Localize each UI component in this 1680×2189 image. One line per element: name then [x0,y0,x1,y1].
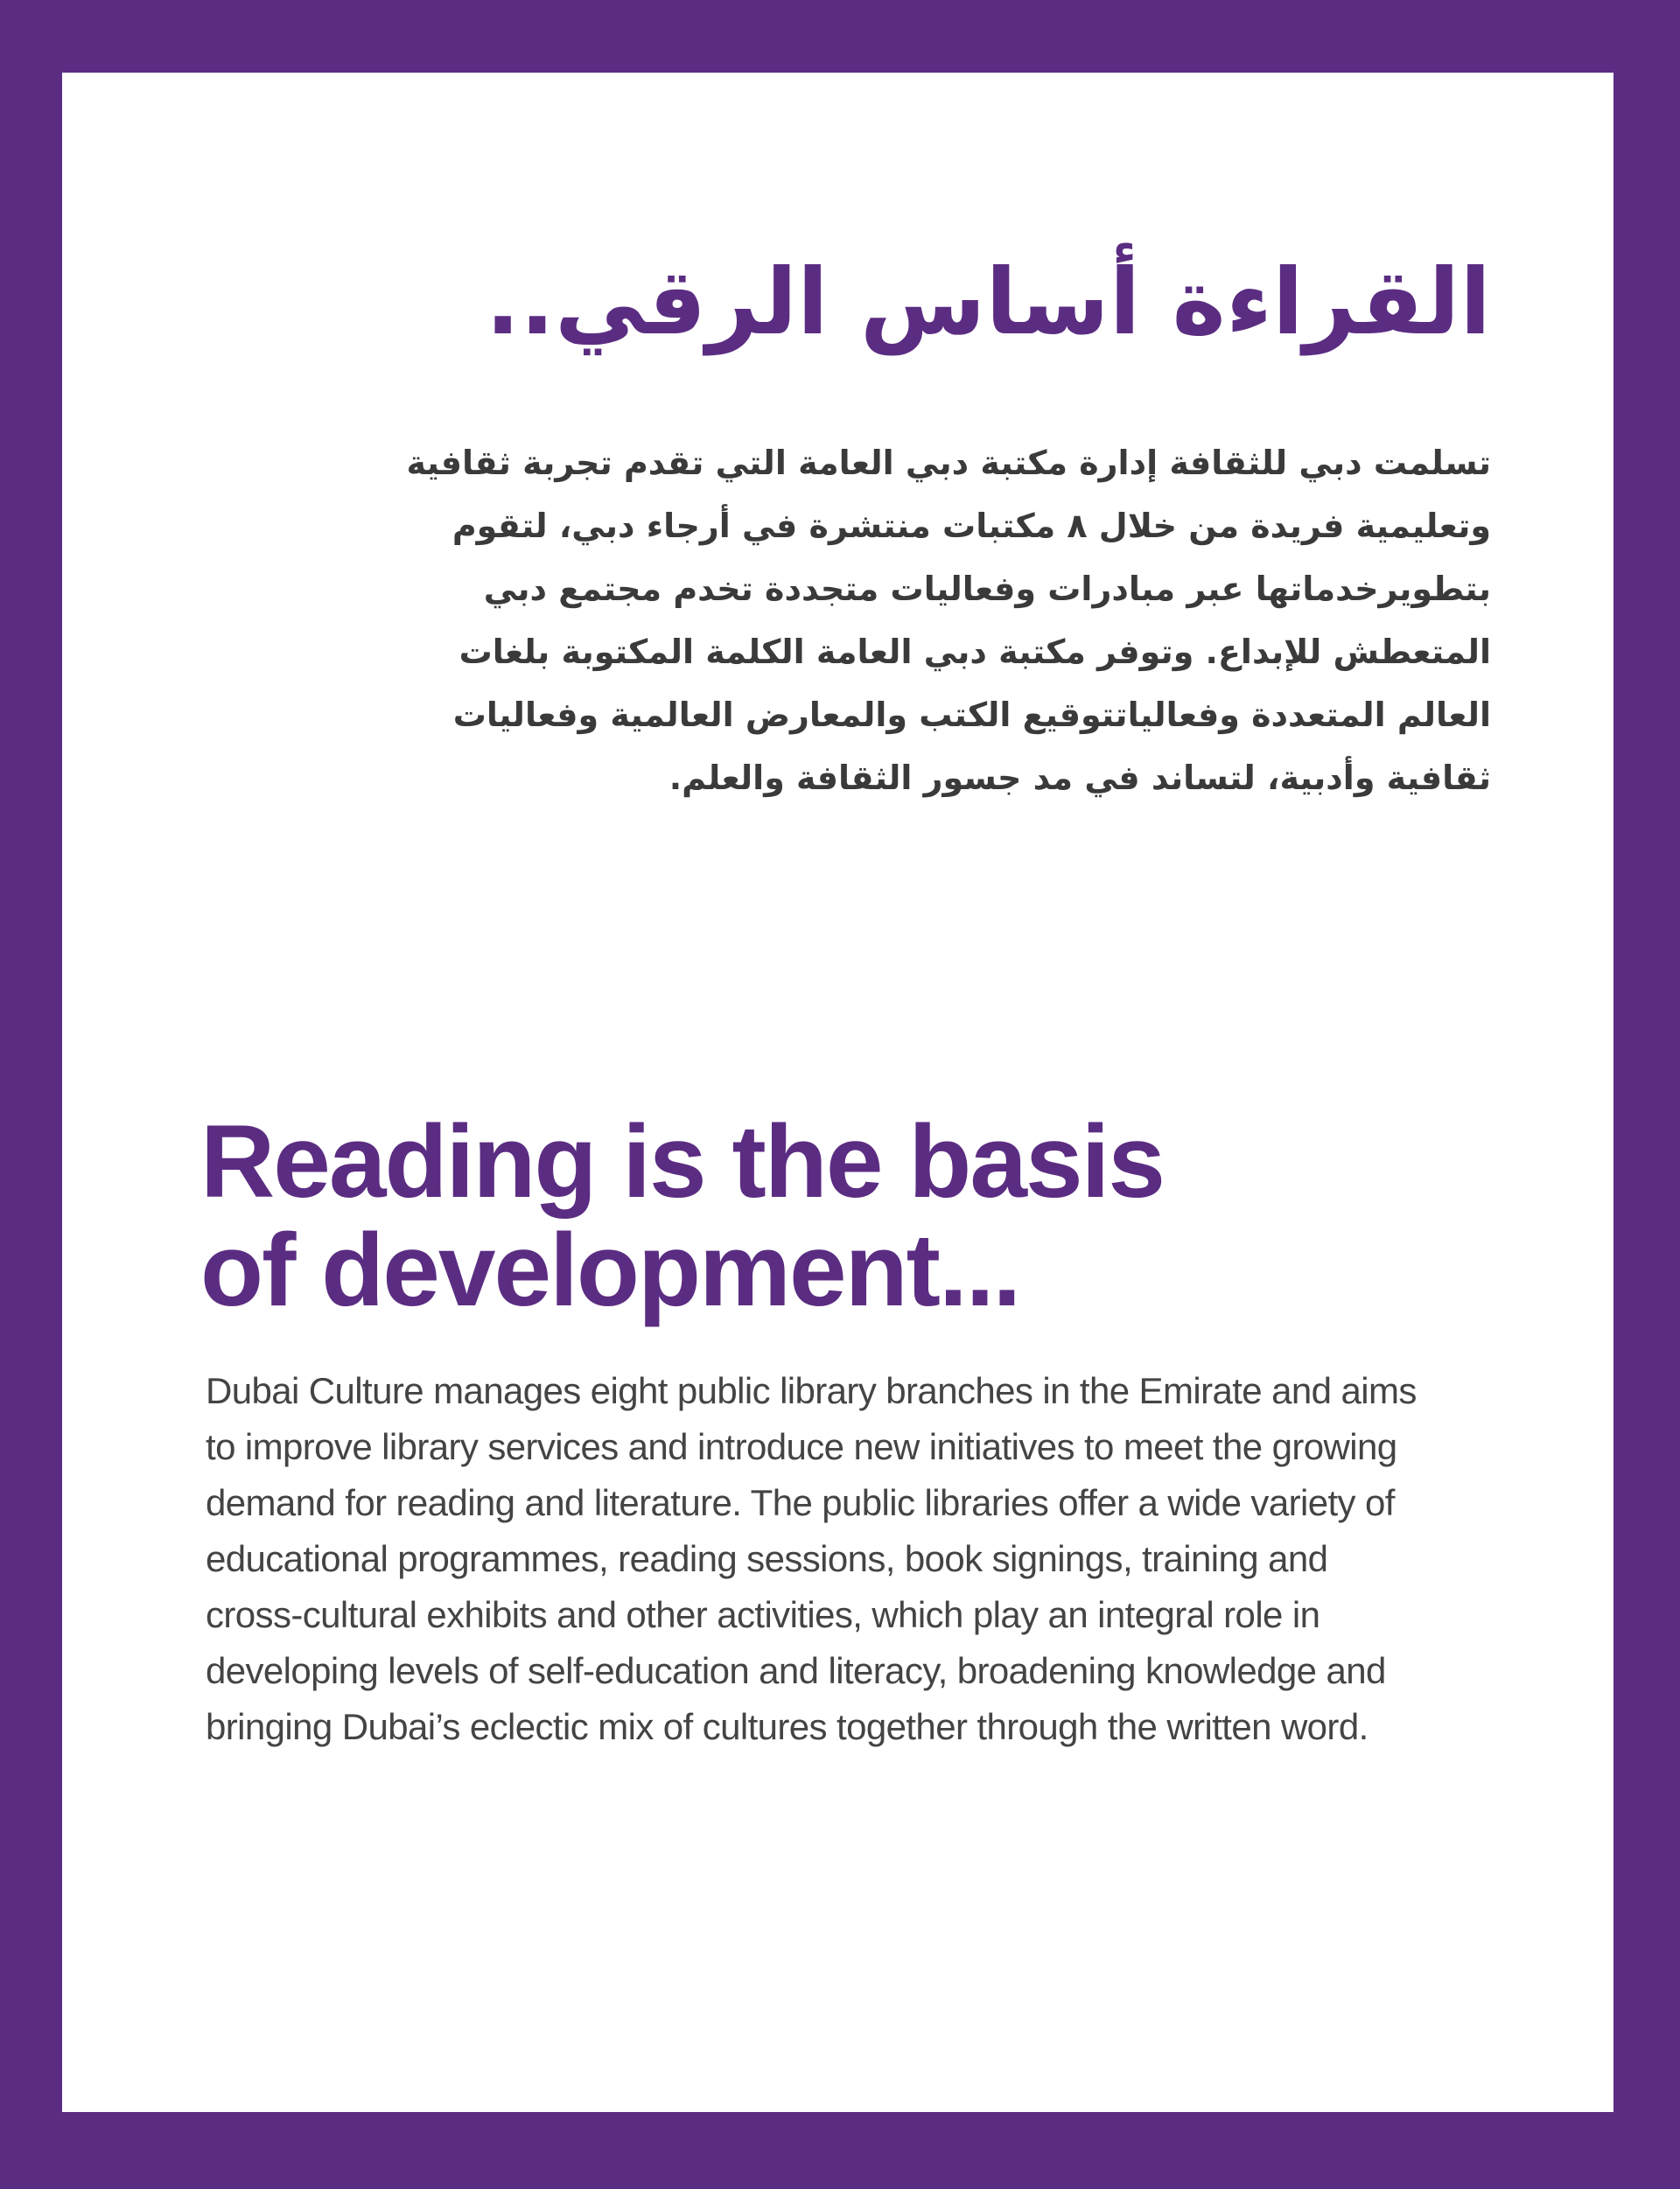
arabic-body-line: ثقافية وأدبية، لتساند في مد جسور الثقافة والعلم. [668,759,1491,797]
english-body-line: bringing Dubai’s eclectic mix of cultures together through the written word. [206,1706,1368,1747]
english-body-paragraph [206,1363,1553,1755]
english-body-line: to improve library services and introduce new initiatives to meet the growing [206,1426,1397,1467]
english-title-line: Reading is the basis [200,1104,1164,1220]
arabic-body-line: المتعطش للإبداع. وتوفر مكتبة دبي العامة الكلمة المكتوبة بلغات [458,633,1491,671]
english-body-line: cross-cultural exhibits and other activities, which play an integral role in [206,1594,1320,1635]
english-title-line: of development... [200,1213,1020,1328]
arabic-title: القراءة أساس الرقي.. [485,248,1491,355]
english-body-line: Dubai Culture manages eight public library branches in the Emirate and aims [206,1370,1417,1411]
arabic-body-line: وتعليمية فريدة من خلال ٨ مكتبات منتشرة في أرجاء دبي، لتقوم [452,507,1491,545]
document-page [62,73,1614,2112]
arabic-body-paragraph [248,431,1491,809]
english-title [200,1104,1425,1328]
arabic-body-line: تسلمت دبي للثقافة إدارة مكتبة دبي العامة التي تقدم تجربة ثقافية [406,444,1491,482]
arabic-body-line: العالم المتعددة وفعالياتتوقيع الكتب والمعارض العالمية وفعاليات [452,696,1491,734]
english-body-line: demand for reading and literature. The public libraries offer a wide variety of [206,1482,1395,1523]
english-body-line: educational programmes, reading sessions, book signings, training and [206,1538,1328,1579]
english-body-line: developing levels of self-education and literacy, broadening knowledge and [206,1650,1386,1691]
arabic-body-line: بتطويرخدماتها عبر مبادرات وفعاليات متجددة تخدم مجتمع دبي [483,570,1491,608]
